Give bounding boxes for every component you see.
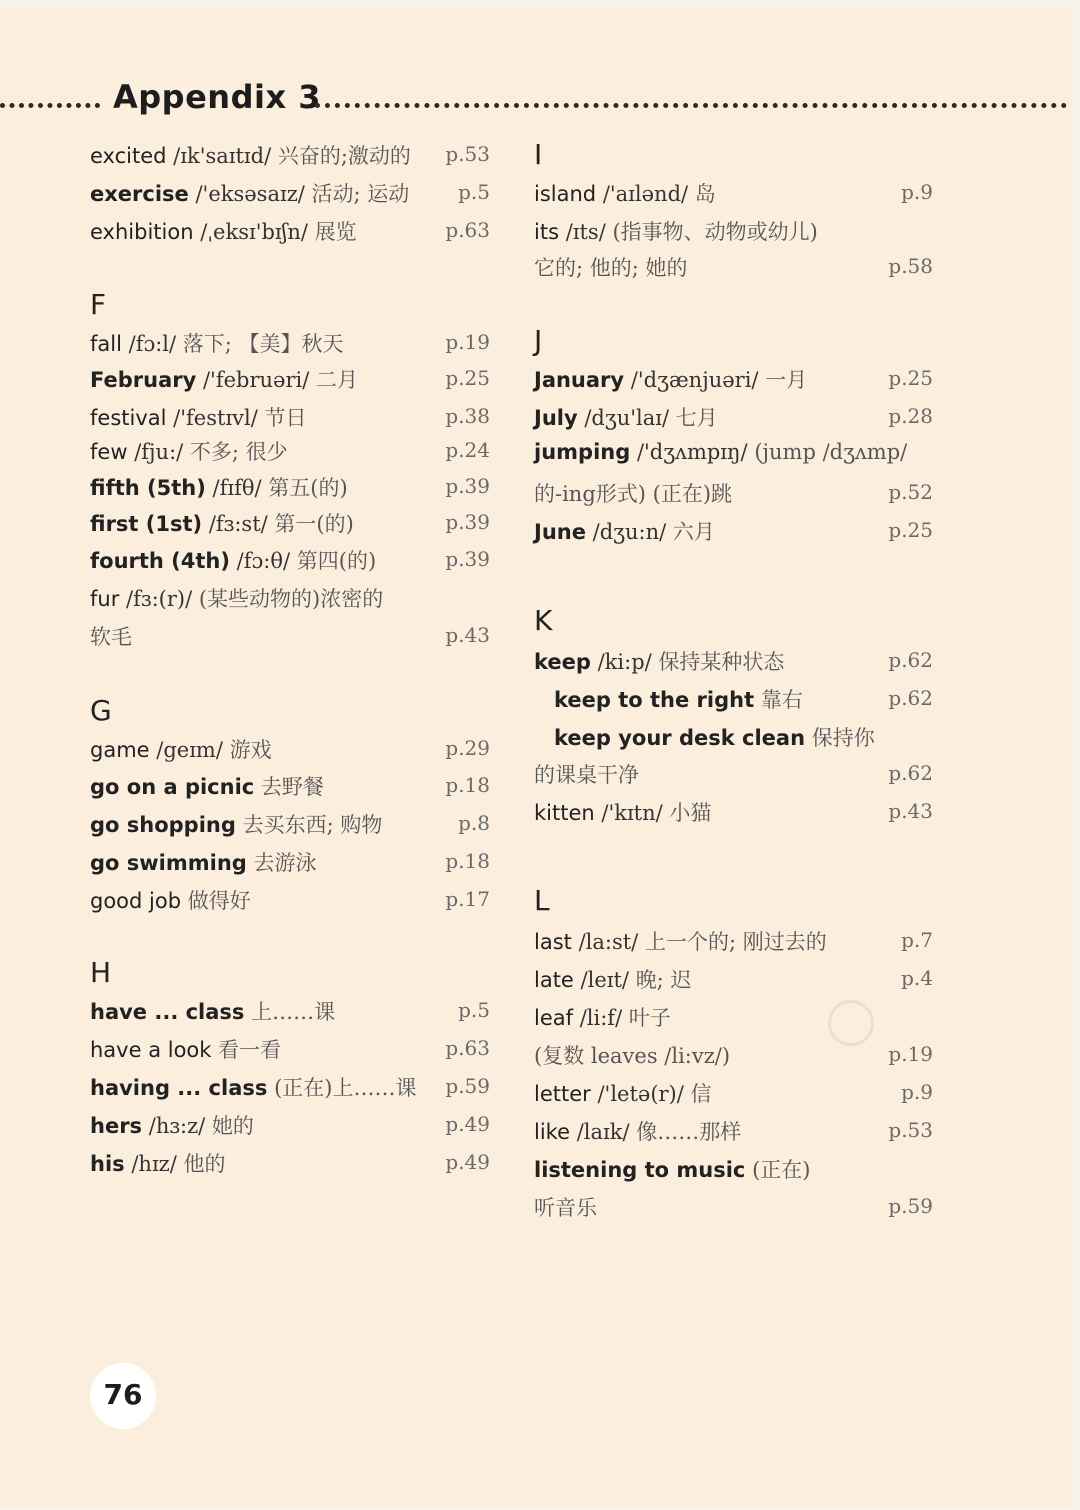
list-item: letter /'letə(r)/ 信 p.9 — [534, 1080, 933, 1106]
page-ref: p.18 — [445, 773, 490, 797]
dotted-rule-right — [315, 103, 1067, 108]
section-letter-l: L — [534, 884, 550, 917]
list-item: listening to music (正在) — [534, 1158, 811, 1182]
list-item: fifth (5th) /fɪfθ/ 第五(的) p.39 — [90, 474, 490, 500]
list-item: have ... class 上……课 p.5 — [90, 998, 490, 1024]
section-letter-i: I — [534, 138, 543, 171]
page-number-badge — [90, 1363, 156, 1429]
page-ref: p.25 — [888, 366, 933, 390]
page-ref: p.43 — [445, 623, 490, 647]
page-ref: p.59 — [445, 1074, 490, 1098]
page-ref: p.38 — [445, 404, 490, 428]
page-ref: p.49 — [445, 1150, 490, 1174]
list-item: good job 做得好 p.17 — [90, 887, 490, 913]
section-letter-h: H — [90, 956, 112, 989]
list-item: his /hɪz/ 他的 p.49 — [90, 1150, 490, 1176]
list-item: its /ɪts/ (指事物、动物或幼儿) — [534, 220, 818, 244]
page-ref: p.5 — [458, 998, 490, 1022]
list-item: keep your desk clean 保持你 — [554, 726, 875, 750]
list-item: go on a picnic 去野餐 p.18 — [90, 773, 490, 799]
list-item: game /geɪm/ 游戏 p.29 — [90, 736, 490, 762]
page-number: 76 — [103, 1378, 143, 1411]
list-item: have a look 看一看 p.63 — [90, 1036, 490, 1062]
dotted-rule-left — [0, 103, 100, 108]
page-ref: p.49 — [445, 1112, 490, 1136]
list-item: 的-ing形式) (正在)跳 p.52 — [534, 480, 933, 506]
list-item: fur /fɜ:(r)/ (某些动物的)浓密的 — [90, 587, 384, 611]
page-ref: p.19 — [445, 330, 490, 354]
appendix-page — [0, 8, 1072, 1508]
list-item: 软毛 p.43 — [90, 623, 490, 649]
watermark-logo-icon — [828, 1000, 874, 1046]
list-item: having ... class (正在)上……课 p.59 — [90, 1074, 490, 1100]
page-ref: p.62 — [888, 686, 933, 710]
list-item: (复数 leaves /li:vz/) p.19 — [534, 1042, 933, 1068]
page-ref: p.25 — [888, 518, 933, 542]
list-item: fall /fɔ:l/ 落下; 【美】秋天 p.19 — [90, 330, 490, 356]
list-item: few /fju:/ 不多; 很少 p.24 — [90, 438, 490, 464]
list-item: festival /'festɪvl/ 节日 p.38 — [90, 404, 490, 430]
list-item: July /dʒu'laɪ/ 七月 p.28 — [534, 404, 933, 430]
list-item: kitten /'kɪtn/ 小猫 p.43 — [534, 799, 933, 825]
page-ref: p.17 — [445, 887, 490, 911]
page-ref: p.39 — [445, 510, 490, 534]
section-letter-f: F — [90, 288, 107, 321]
list-item: leaf /li:f/ 叶子 — [534, 1006, 671, 1030]
list-item: exhibition /ˌeksɪ'bɪʃn/ 展览 p.63 — [90, 218, 490, 244]
page-ref: p.7 — [901, 928, 933, 952]
page-ref: p.43 — [888, 799, 933, 823]
list-item: jumping /'dʒʌmpɪŋ/ (jump /dʒʌmp/ — [534, 440, 908, 464]
list-item: hers /hɜ:z/ 她的 p.49 — [90, 1112, 490, 1138]
page-ref: p.52 — [888, 480, 933, 504]
page-ref: p.39 — [445, 474, 490, 498]
list-item: island /'aɪlənd/ 岛 p.9 — [534, 180, 933, 206]
list-item: exercise /'eksəsaɪz/ 活动; 运动 p.5 — [90, 180, 490, 206]
list-item: 它的; 他的; 她的 p.58 — [534, 254, 933, 280]
page-ref: p.28 — [888, 404, 933, 428]
page-title: Appendix 3 — [113, 78, 321, 116]
list-item: late /leɪt/ 晚; 迟 p.4 — [534, 966, 933, 992]
page-ref: p.62 — [888, 648, 933, 672]
page-ref: p.39 — [445, 547, 490, 571]
page-ref: p.63 — [445, 218, 490, 242]
list-item: excited /ɪk'saɪtɪd/ 兴奋的;激动的 p.53 — [90, 142, 490, 168]
page-ref: p.8 — [458, 811, 490, 835]
page-ref: p.63 — [445, 1036, 490, 1060]
page-ref: p.9 — [901, 180, 933, 204]
page-ref: p.25 — [445, 366, 490, 390]
page-ref: p.29 — [445, 736, 490, 760]
list-item: keep /ki:p/ 保持某种状态 p.62 — [534, 648, 933, 674]
page-ref: p.4 — [901, 966, 933, 990]
list-item: go swimming 去游泳 p.18 — [90, 849, 490, 875]
list-item: February /'februəri/ 二月 p.25 — [90, 366, 490, 392]
section-letter-j: J — [534, 324, 543, 357]
page-ref: p.53 — [888, 1118, 933, 1142]
list-item: fourth (4th) /fɔ:θ/ 第四(的) p.39 — [90, 547, 490, 573]
list-item: go shopping 去买东西; 购物 p.8 — [90, 811, 490, 837]
list-item: 听音乐 p.59 — [534, 1194, 933, 1220]
page-ref: p.59 — [888, 1194, 933, 1218]
page-ref: p.58 — [888, 254, 933, 278]
page-ref: p.19 — [888, 1042, 933, 1066]
page-ref: p.53 — [445, 142, 490, 166]
appendix-header — [0, 76, 1072, 130]
section-letter-g: G — [90, 694, 112, 727]
list-item: January /'dʒænjuəri/ 一月 p.25 — [534, 366, 933, 392]
list-item: keep to the right 靠右 p.62 — [554, 686, 933, 712]
list-item: last /la:st/ 上一个的; 刚过去的 p.7 — [534, 928, 933, 954]
page-ref: p.9 — [901, 1080, 933, 1104]
page-ref: p.18 — [445, 849, 490, 873]
list-item: 的课桌干净 p.62 — [534, 761, 933, 787]
list-item: June /dʒu:n/ 六月 p.25 — [534, 518, 933, 544]
list-item: like /laɪk/ 像……那样 p.53 — [534, 1118, 933, 1144]
section-letter-k: K — [534, 604, 553, 637]
page-ref: p.24 — [445, 438, 490, 462]
page-ref: p.5 — [458, 180, 490, 204]
list-item: first (1st) /fɜ:st/ 第一(的) p.39 — [90, 510, 490, 536]
page-ref: p.62 — [888, 761, 933, 785]
